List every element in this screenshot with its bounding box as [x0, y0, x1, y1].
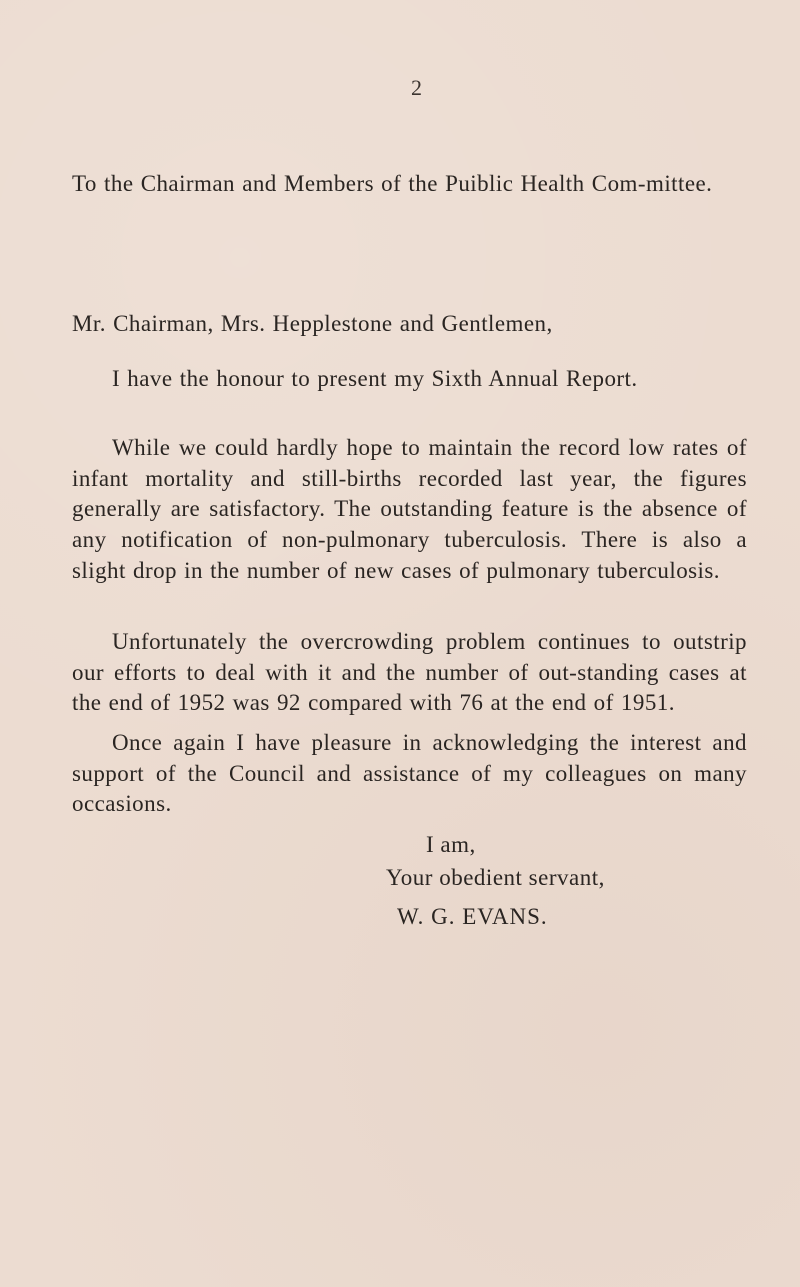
closing-servant-line: Your obedient servant, [386, 865, 605, 890]
salutation: Mr. Chairman, Mrs. Hepplestone and Gentlemen, [72, 311, 553, 336]
paragraph-acknowledgement: Once again I have pleasure in acknowledging the interest and support of the Council and assistance of my colleagues on many occasions. [72, 730, 747, 817]
intro-paragraph: I have the honour to present my Sixth Annual Report. [112, 366, 638, 391]
closing-line: I am, [426, 832, 476, 857]
paragraph-overcrowding: Unfortunately the overcrowding problem continues to outstrip our efforts to deal with it and the number of out-standing cases at the end of 1952 was 92 compared with 76 at the end of 1951. [72, 629, 747, 716]
page-number: 2 [411, 75, 422, 100]
signature: W. G. EVANS. [397, 904, 548, 929]
addressee-line: To the Chairman and Members of the Puiblic Health Com-mittee. [72, 171, 713, 196]
paragraph-mortality: While we could hardly hope to maintain the record low rates of infant mortality and still-births recorded last year, the figures generally are satisfactory. The outstanding feature is the absence of any notification of non-pulmonary tuberculosis. There is also a slight drop in the number of new cases of pulmonary tuberculosis. [72, 435, 747, 583]
